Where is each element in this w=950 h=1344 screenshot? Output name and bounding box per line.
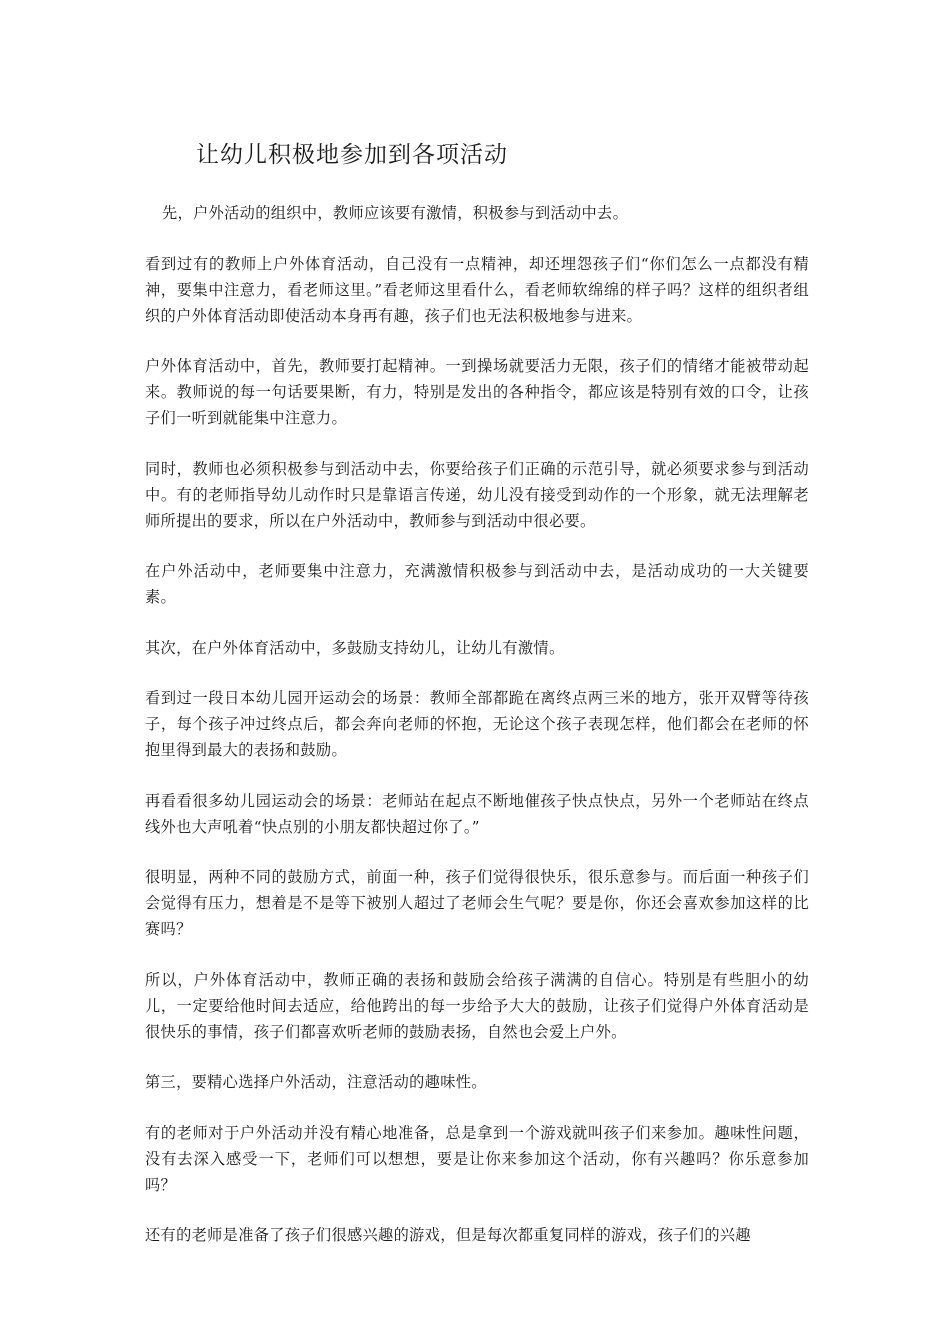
paragraph: 看到过有的教师上户外体育活动，自己没有一点精神，却还埋怨孩子们“你们怎么一点都没有精神，要集中注意力，看老师这里。”看老师这里看什么，看老师软绵绵的样子吗？这样的组织者组织的户外体育活动即使活动本身再有趣，孩子们也无法积极地参与进来。 — [145, 254, 809, 325]
paragraph: 第三，要精心选择户外活动，注意活动的趣味性。 — [145, 1073, 487, 1091]
paragraph: 很明显，两种不同的鼓励方式，前面一种，孩子们觉得很快乐，很乐意参与。而后面一种孩子们会觉得有压力，想着是不是等下被别人超过了老师会生气呢？要是你，你还会喜欢参加这样的比赛吗？ — [145, 868, 809, 938]
document-title: 让幼儿积极地参加到各项活动 — [196, 142, 508, 168]
document-body — [145, 200, 809, 1273]
paragraph: 再看看很多幼儿园运动会的场景：老师站在起点不断地催孩子快点快点，另外一个老师站在终点线外也大声吼着“快点别的小朋友都快超过你了。” — [145, 791, 809, 836]
paragraph: 其次，在户外体育活动中，多鼓励支持幼儿，让幼儿有激情。 — [145, 638, 565, 657]
paragraph: 先，户外活动的组织中，教师应该要有激情，积极参与到活动中去。 — [162, 204, 629, 222]
paragraph: 看到过一段日本幼儿园开运动会的场景：教师全部都跪在离终点两三米的地方，张开双臂等待孩子，每个孩子冲过终点后，都会奔向老师的怀抱，无论这个孩子表现怎样，他们都会在老师的怀抱里得到最大的表扬和鼓励。 — [145, 689, 809, 759]
paragraph: 所以，户外体育活动中，教师正确的表扬和鼓励会给孩子满满的自信心。特别是有些胆小的幼儿，一定要给他时间去适应，给他跨出的每一步给予大大的鼓励，让孩子们觉得户外体育活动是很快乐的事情，孩子们都喜欢听老师的鼓励表扬，自然也会爱上户外。 — [145, 970, 809, 1041]
paragraph: 有的老师对于户外活动并没有精心地准备，总是拿到一个游戏就叫孩子们来参加。趣味性问题，没有去深入感受一下，老师们可以想想，要是让你来参加这个活动，你有兴趣吗？你乐意参加吗？ — [145, 1123, 809, 1194]
paragraph: 同时，教师也必须积极参与到活动中去，你要给孩子们正确的示范引导，就必须要求参与到活动中。有的老师指导幼儿动作时只是靠语言传递，幼儿没有接受到动作的一个形象，就无法理解老师所提出的要求，所以在户外活动中，教师参与到活动中很必要。 — [145, 459, 809, 530]
paragraph: 在户外活动中，老师要集中注意力，充满激情积极参与到活动中去，是活动成功的一大关键要素。 — [145, 562, 809, 606]
paragraph: 还有的老师是准备了孩子们很感兴趣的游戏，但是每次都重复同样的游戏，孩子们的兴趣 — [145, 1226, 751, 1244]
paragraph: 户外体育活动中，首先，教师要打起精神。一到操场就要活力无限，孩子们的情绪才能被带动起来。教师说的每一句话要果断，有力，特别是发出的各种指令，都应该是特别有效的口令，让孩子们一听到就能集中注意力。 — [145, 357, 809, 427]
